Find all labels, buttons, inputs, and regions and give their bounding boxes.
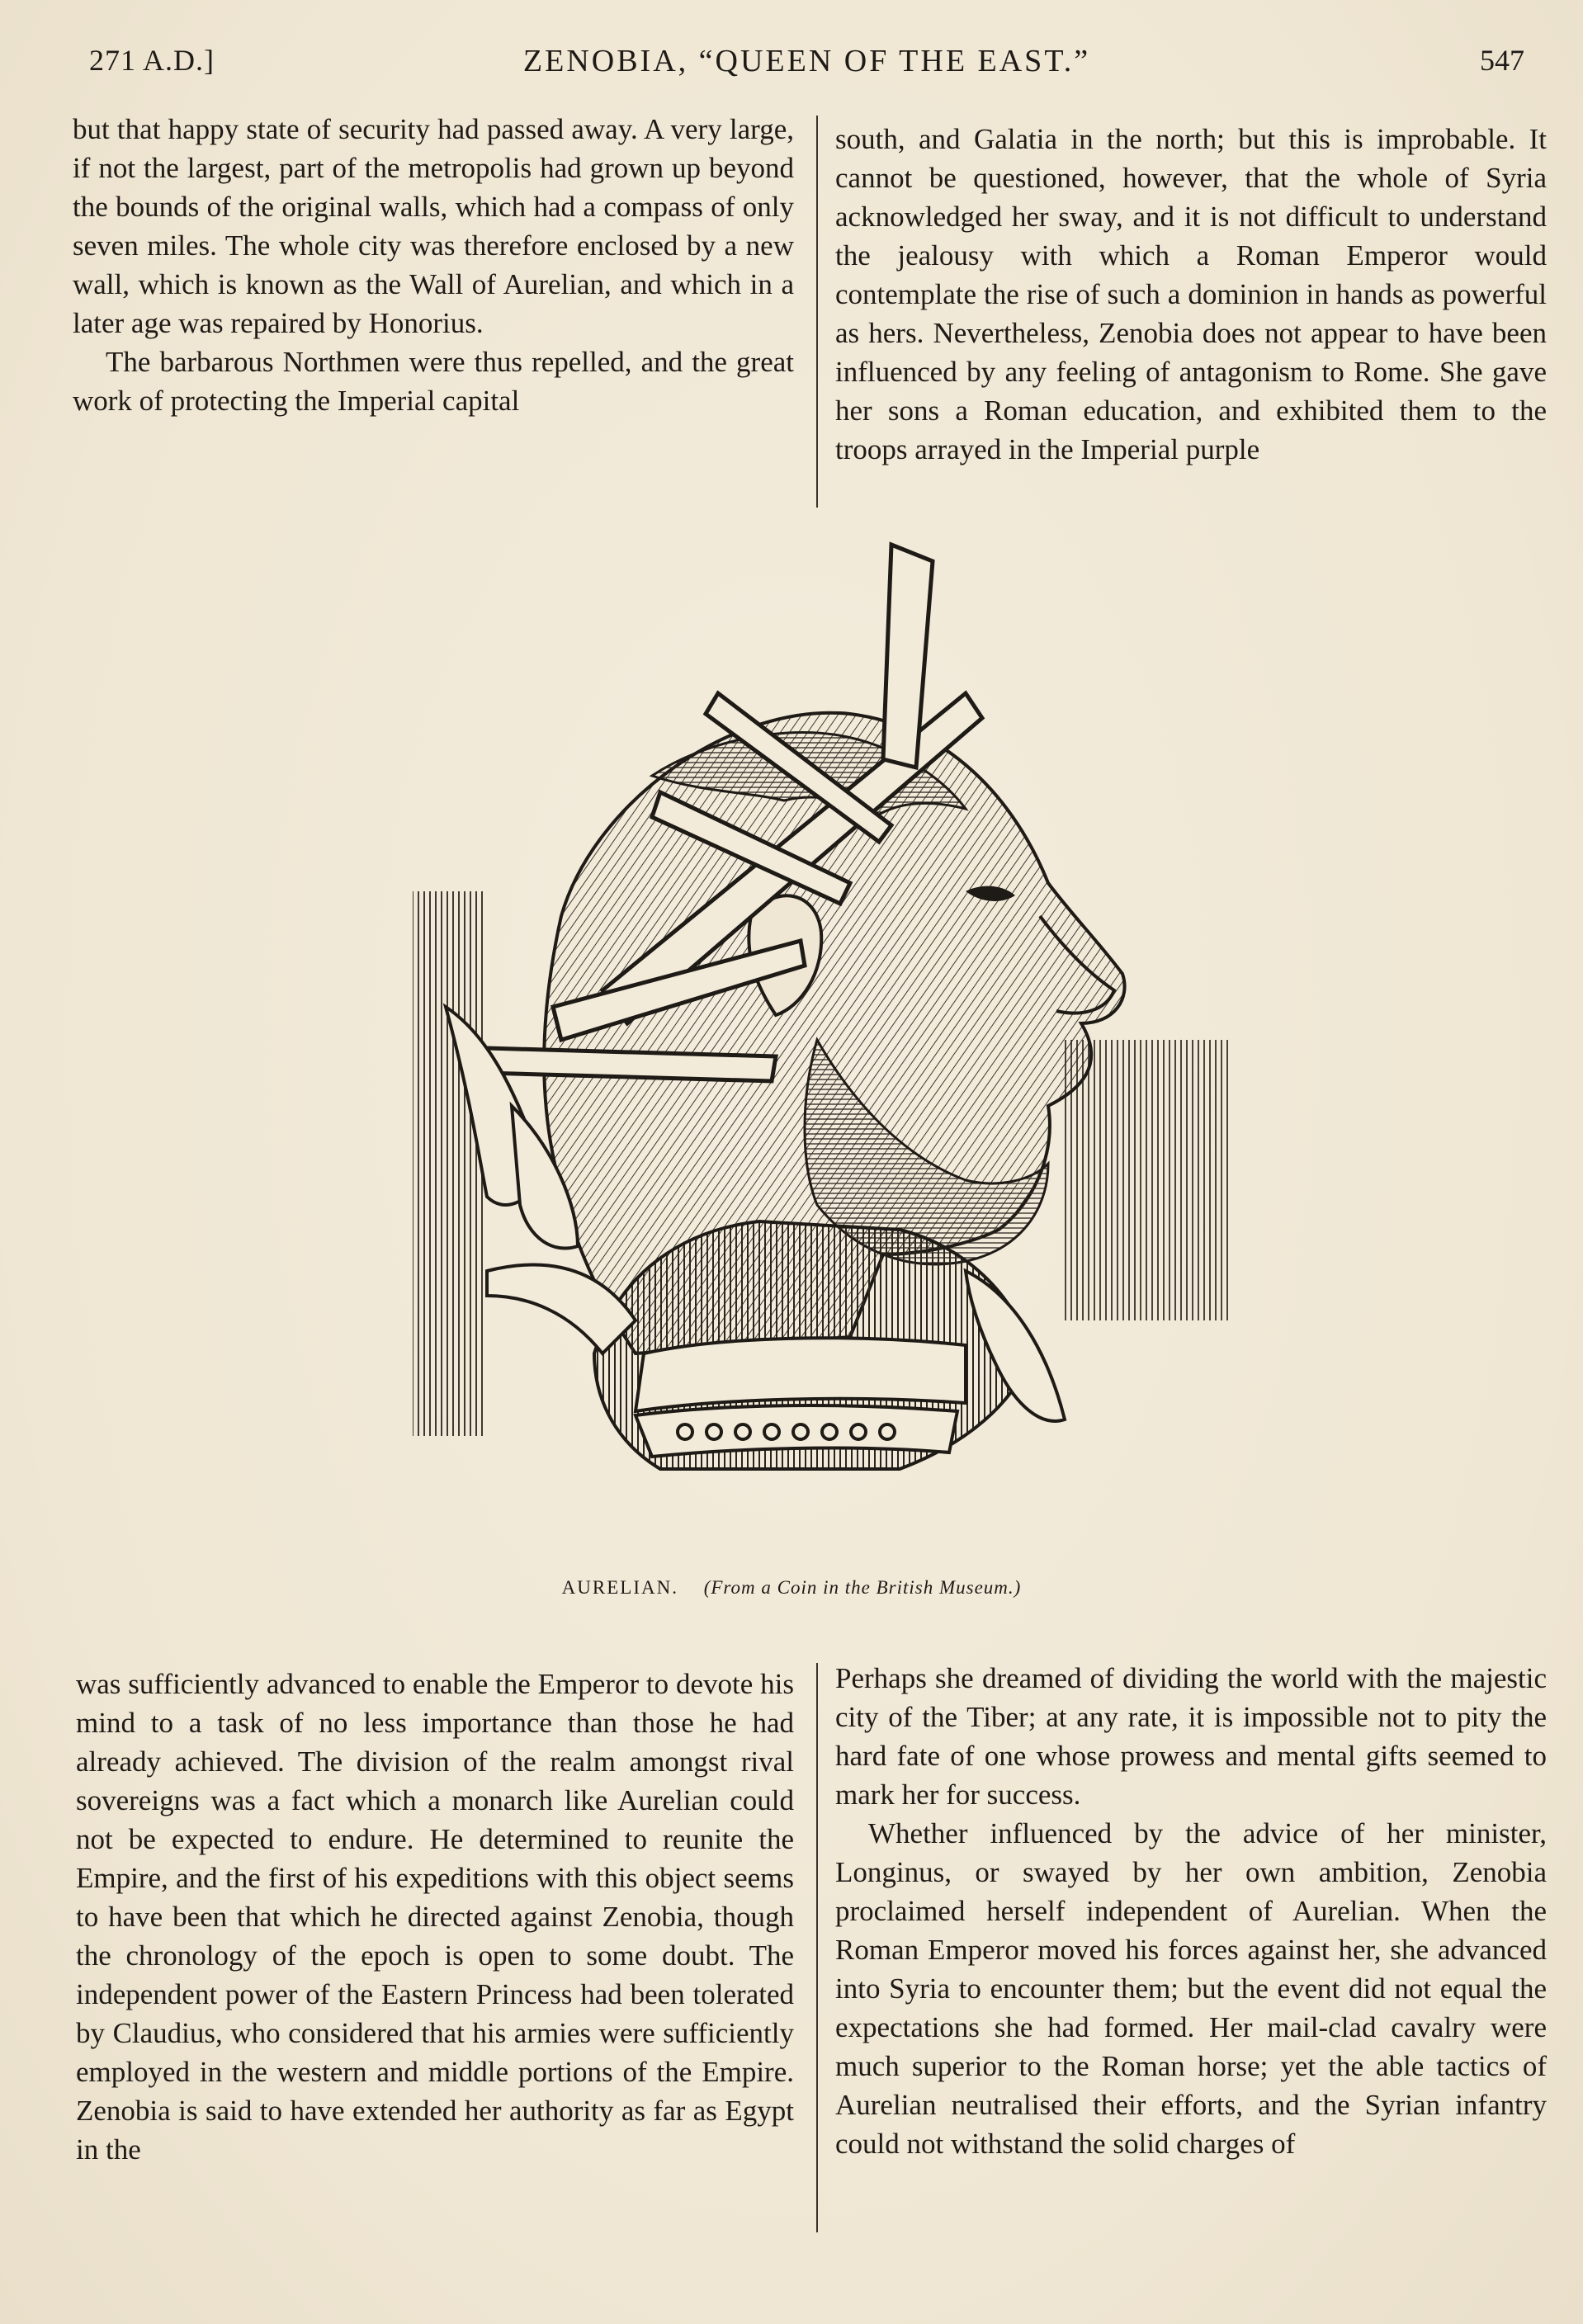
caption-name: AURELIAN. (561, 1577, 678, 1598)
bottom-left-column (76, 1665, 794, 2169)
column-rule (816, 1663, 818, 2232)
paragraph: but that happy state of security had passed away. A very large, if not the largest, part of the metropolis had grown up beyond the bounds of the original walls, which had a compass of only seven miles. The whole city was therefore enclosed by a new wall, which is known as the Wall of Aurelian, and which in a later age was repaired by Honorius. (73, 113, 794, 339)
bottom-right-column (835, 1659, 1547, 2163)
paragraph: Perhaps she dreamed of dividing the world with the majestic city of the Tiber; at any rate, it is impossible not to pity the hard fate of one whose prowess and mental gifts seemed to mark her for success. (835, 1662, 1547, 1811)
paragraph: The barbarous Northmen were thus repelled, and the great work of protecting the Imperial capital (73, 346, 794, 417)
top-right-column (835, 120, 1547, 469)
page-number: 547 (1480, 44, 1524, 77)
paragraph: was sufficiently advanced to enable the Emperor to devote his mind to a task of no less importance than those he had already achieved. The division of the realm amongst rival sovereigns was a fact which a monarch like Aurelian could not be expected to endure. He determined to reunite the Empire, and the first of his expeditions with this object seems to have been that which he directed against Zenobia, though the chronology of the epoch is open to some doubt. The independent power of the Eastern Princess had been tolerated by Claudius, who considered that his armies were sufficiently employed in the western and middle portions of the Empire. Zenobia is said to have extended her authority as far as Egypt in the (76, 1668, 794, 2166)
paragraph: south, and Galatia in the north; but this is improbable. It cannot be questioned, however, that the whole of Syria acknowledged her sway, and it is not difficult to understand the jealousy with which a Roman Emperor would contemplate the rise of such a dominion in hands as powerful as hers. Nevertheless, Zenobia does not appear to have been influenced by any feeling of antagonism to Rome. She gave her sons a Roman education, and exhibited them to the troops arrayed in the Imperial purple (835, 123, 1547, 465)
column-rule (816, 116, 818, 508)
caption-source: (From a Coin in the British Museum.) (703, 1577, 1022, 1598)
aurelian-portrait-engraving (388, 528, 1255, 1576)
background-hatching (413, 891, 487, 1436)
header-date: 271 A.D.] (89, 44, 215, 77)
running-header (83, 36, 1531, 86)
figure-caption (0, 1577, 1583, 1599)
header-title: ZENOBIA, “QUEEN OF THE EAST.” (522, 44, 1091, 78)
paragraph: Whether influenced by the advice of her minister, Longinus, or swayed by her own ambition, Zenobia proclaimed herself independent of Aurelian. When the Roman Emperor moved his forces against her, she advanced into Syria to encounter them; but the event did not equal the expectations she had formed. Her mail-clad cavalry were much superior to the Roman horse; yet the able tactics of Aurelian neutralised their efforts, and the Syrian infantry could not withstand the solid charges of (835, 1817, 1547, 2160)
top-left-column (73, 110, 794, 420)
